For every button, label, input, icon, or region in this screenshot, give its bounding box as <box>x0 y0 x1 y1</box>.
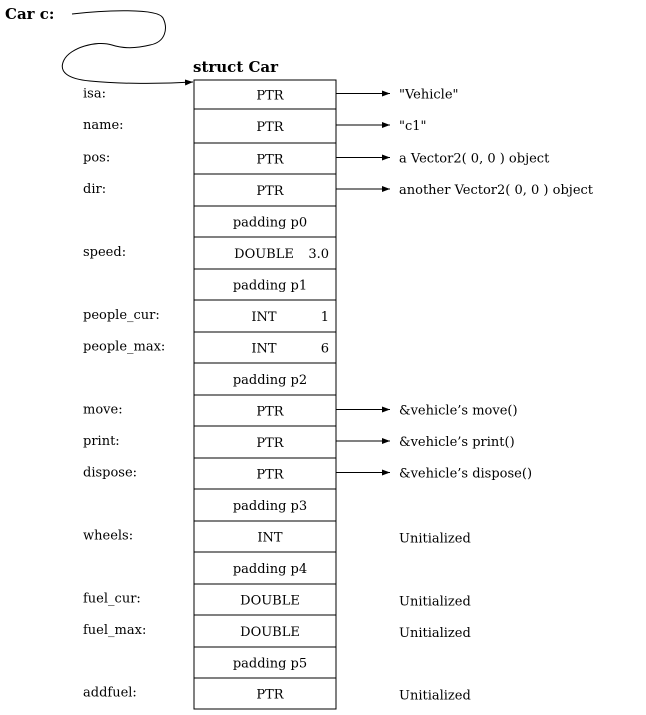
struct-title: struct Car <box>193 58 279 76</box>
pointer-target: "c1" <box>399 119 427 134</box>
field-type: PTR <box>256 436 284 451</box>
field-type: padding p5 <box>232 656 308 672</box>
field-label: pos: <box>83 150 111 166</box>
field-label: dispose: <box>83 465 138 481</box>
field-type: PTR <box>256 467 284 483</box>
field-type: padding p1 <box>232 278 308 294</box>
field-label: print: <box>83 434 120 449</box>
field-label: isa: <box>83 86 106 102</box>
field-value: 6 <box>320 341 329 357</box>
field-label: move: <box>83 402 123 418</box>
struct-fields <box>83 80 594 709</box>
field-type: padding p3 <box>232 499 308 514</box>
field-label: addfuel: <box>83 685 137 701</box>
field-type: PTR <box>256 88 284 104</box>
pointer-target: another Vector2( 0, 0 ) object <box>399 183 594 198</box>
field-label: name: <box>83 118 124 133</box>
field-type: padding p4 <box>232 562 308 577</box>
pointer-target: "Vehicle" <box>399 87 459 103</box>
field-type: PTR <box>256 184 284 199</box>
pointer-target: &vehicle’s dispose() <box>399 466 533 482</box>
field-value: 3.0 <box>308 247 329 262</box>
field-type: PTR <box>256 152 284 168</box>
field-value: 1 <box>320 310 329 325</box>
field-note: Unitialized <box>399 594 471 610</box>
field-type: DOUBLE <box>240 625 300 640</box>
field-type: INT <box>251 341 277 357</box>
field-type: padding p0 <box>232 215 308 231</box>
field-label: wheels: <box>83 528 134 544</box>
field-type: DOUBLE <box>240 593 300 609</box>
pointer-target: a Vector2( 0, 0 ) object <box>399 151 550 167</box>
field-type: INT <box>251 310 277 325</box>
field-label: people_max: <box>83 339 166 355</box>
pointer-label: Car c: <box>5 5 55 23</box>
field-type: PTR <box>256 120 284 135</box>
field-note: Unitialized <box>399 626 471 641</box>
field-type: DOUBLE <box>234 247 294 262</box>
field-type: PTR <box>256 687 284 703</box>
field-label: people_cur: <box>83 308 160 323</box>
pointer-target: &vehicle’s print() <box>399 435 515 450</box>
field-type: padding p2 <box>232 373 308 388</box>
field-label: speed: <box>83 245 127 260</box>
field-label: fuel_max: <box>83 623 147 638</box>
pointer-target: &vehicle’s move() <box>399 403 518 419</box>
field-type: INT <box>257 530 283 546</box>
field-note: Unitialized <box>399 531 471 547</box>
field-label: dir: <box>83 182 107 197</box>
field-note: Unitialized <box>399 688 471 704</box>
field-label: fuel_cur: <box>83 591 141 607</box>
pointer-curve <box>62 11 193 84</box>
field-type: PTR <box>256 404 284 420</box>
